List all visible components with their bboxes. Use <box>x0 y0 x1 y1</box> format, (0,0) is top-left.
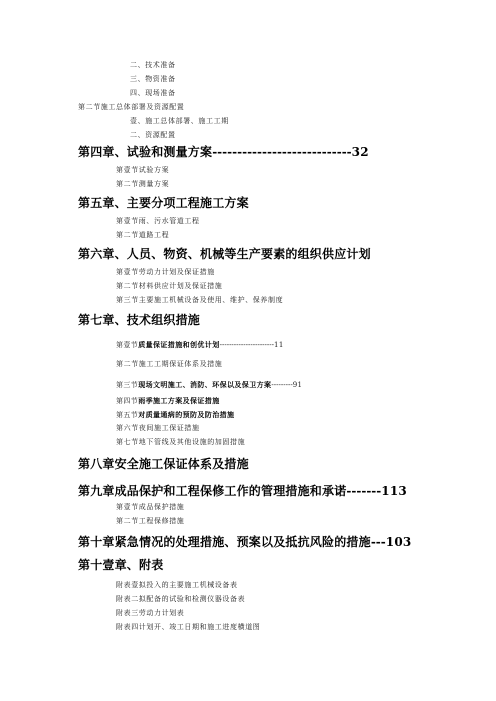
toc-entry-product-protection: 第壹节成品保护措施 <box>116 503 185 511</box>
toc-entry-underground-pipes: 第七节地下管线及其他设施的加固措施 <box>116 438 246 446</box>
toc-chapter-11: 第十壹章、附表 <box>78 558 164 572</box>
chapter-4-leader: ---------------------------- <box>212 145 352 159</box>
toc-entry-technical-prep: 二、技术准备 <box>130 61 176 69</box>
toc-entry-labor-plan: 第壹节劳动力计划及保证措施 <box>116 268 215 276</box>
toc-entry-test-plan: 第壹节试验方案 <box>116 166 170 174</box>
toc-entry-resource-allocation: 二、资源配置 <box>130 131 176 139</box>
toc-entry-material-supply: 第二节材料供应计划及保证措施 <box>116 282 223 290</box>
toc-entry-appendix-3: 附表三劳动力计划表 <box>116 609 185 617</box>
toc-entry-survey-plan: 第二节测量方案 <box>116 180 170 188</box>
toc-entry-quality-defects: 第五节对质量通病的预防及防治措施 <box>116 410 235 419</box>
chapter-4-title: 第四章、试验和测量方案 <box>78 145 213 159</box>
toc-entry-warranty: 第二节工程保修措施 <box>116 517 185 525</box>
toc-chapter-7: 第七章、技术组织措施 <box>78 313 201 327</box>
toc-entry-pipeline: 第壹节雨、污水管道工程 <box>116 217 200 225</box>
toc-entry-quality: 第壹节质量保证措施和创优计划-----------------------11 <box>116 340 284 349</box>
toc-entry-appendix-2: 附表二拟配备的试验和检测仪器设备表 <box>116 595 246 603</box>
toc-chapter-4 <box>78 146 369 158</box>
chapter-9-page: 113 <box>381 484 407 498</box>
toc-entry-section-deployment: 第二节施工总体部署及资源配置 <box>78 103 185 111</box>
toc-entry-appendix-4: 附表四计划开、竣工日期和施工进度横道图 <box>116 623 261 631</box>
chapter-10-title: 第十章紧急情况的处理措施、预案以及抵抗风险的措施 <box>78 535 371 549</box>
chapter-9-title: 第九章成品保护和工程保修工作的管理措施和承诺 <box>78 484 347 498</box>
toc-entry-appendix-1: 附表壹拟投入的主要施工机械设备表 <box>116 581 238 589</box>
civilized-page: 91 <box>292 381 303 389</box>
toc-entry-road: 第二节道路工程 <box>116 231 170 239</box>
toc-entry-rainy-season: 第四节雨季施工方案及保证措施 <box>116 396 220 405</box>
toc-chapter-6: 第六章、人员、物资、机械等生产要素的组织供应计划 <box>78 247 371 261</box>
toc-chapter-8: 第八章安全施工保证体系及措施 <box>78 457 249 471</box>
toc-chapter-10: 第十章紧急情况的处理措施、预案以及抵抗风险的措施---103 <box>78 535 412 549</box>
chapter-10-page: 103 <box>385 535 412 549</box>
toc-entry-machinery: 第三节主要施工机械设备及使用、维护、保养制度 <box>116 296 284 304</box>
quality-page: 11 <box>274 341 284 349</box>
toc-entry-material-prep: 三、物资准备 <box>130 75 176 83</box>
toc-entry-overall-deployment: 壹、施工总体部署、施工工期 <box>130 117 229 125</box>
chapter-4-page: 32 <box>351 145 369 159</box>
toc-entry-night-work: 第六节夜间施工保证措施 <box>116 424 200 432</box>
toc-chapter-5: 第五章、主要分项工程施工方案 <box>78 196 249 210</box>
toc-entry-civilized-construction: 第三节现场文明施工、消防、环保以及保卫方案---------91 <box>116 380 303 389</box>
toc-entry-site-prep: 四、现场准备 <box>130 89 176 97</box>
toc-entry-schedule-guarantee: 第二节施工工期保证体系及措施 <box>116 360 223 368</box>
toc-chapter-9: 第九章成品保护和工程保修工作的管理措施和承诺-------113 <box>78 484 407 498</box>
